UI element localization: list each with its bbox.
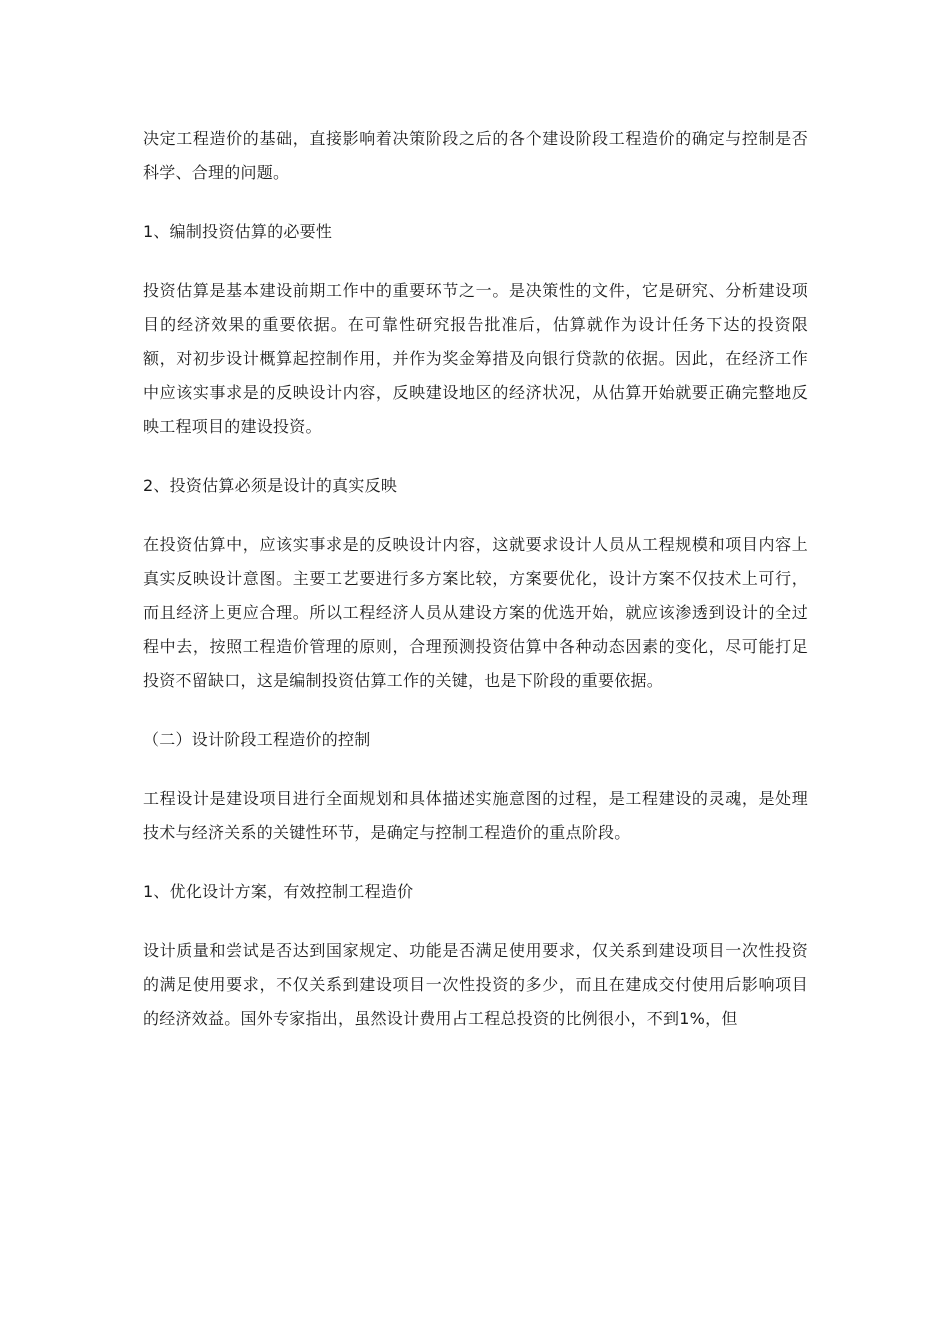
paragraph-estimate-importance: 投资估算是基本建设前期工作中的重要环节之一。是决策性的文件，它是研究、分析建设项目的经济效果的重要依据。在可靠性研究报告批准后，估算就作为设计任务下达的投资限额，对初步设计概算起控制作用，并作为奖金筹措及向银行贷款的依据。因此，在经济工作中应该实事求是的反映设计内容，反映建设地区的经济状况，从估算开始就要正确完整地反映工程项目的建设投资。 <box>143 281 808 436</box>
paragraph-design-quality: 设计质量和尝试是否达到国家规定、功能是否满足使用要求，仅关系到建设项目一次性投资的满足使用要求，不仅关系到建设项目一次性投资的多少，而且在建成交付使用后影响项目的经济效益。国外专家指出，虽然设计费用占工程总投资的比例很小，不到1%，但 <box>143 941 808 1028</box>
section-heading-estimate-necessity: 1、编制投资估算的必要性 <box>143 222 333 241</box>
paragraph-estimate-design: 在投资估算中，应该实事求是的反映设计内容，这就要求设计人员从工程规模和项目内容上真实反映设计意图。主要工艺要进行多方案比较，方案要优化，设计方案不仅技术上可行，而且经济上更应合理。所以工程经济人员从建设方案的优选开始，就应该渗透到设计的全过程中去，按照工程造价管理的原则，合理预测投资估算中各种动态因素的变化，尽可能打足投资不留缺口，这是编制投资估算工作的关键，也是下阶段的重要依据。 <box>143 535 808 690</box>
paragraph-intro: 决定工程造价的基础，直接影响着决策阶段之后的各个建设阶段工程造价的确定与控制是否科学、合理的问题。 <box>143 129 808 182</box>
document-body <box>143 122 808 1061</box>
section-heading-optimize-design: 1、优化设计方案，有效控制工程造价 <box>143 882 414 901</box>
section-heading-design-phase-control: （二）设计阶段工程造价的控制 <box>143 730 371 749</box>
paragraph-design-phase: 工程设计是建设项目进行全面规划和具体描述实施意图的过程，是工程建设的灵魂，是处理技术与经济关系的关键性环节，是确定与控制工程造价的重点阶段。 <box>143 789 808 842</box>
section-heading-estimate-reflects-design: 2、投资估算必须是设计的真实反映 <box>143 476 398 495</box>
